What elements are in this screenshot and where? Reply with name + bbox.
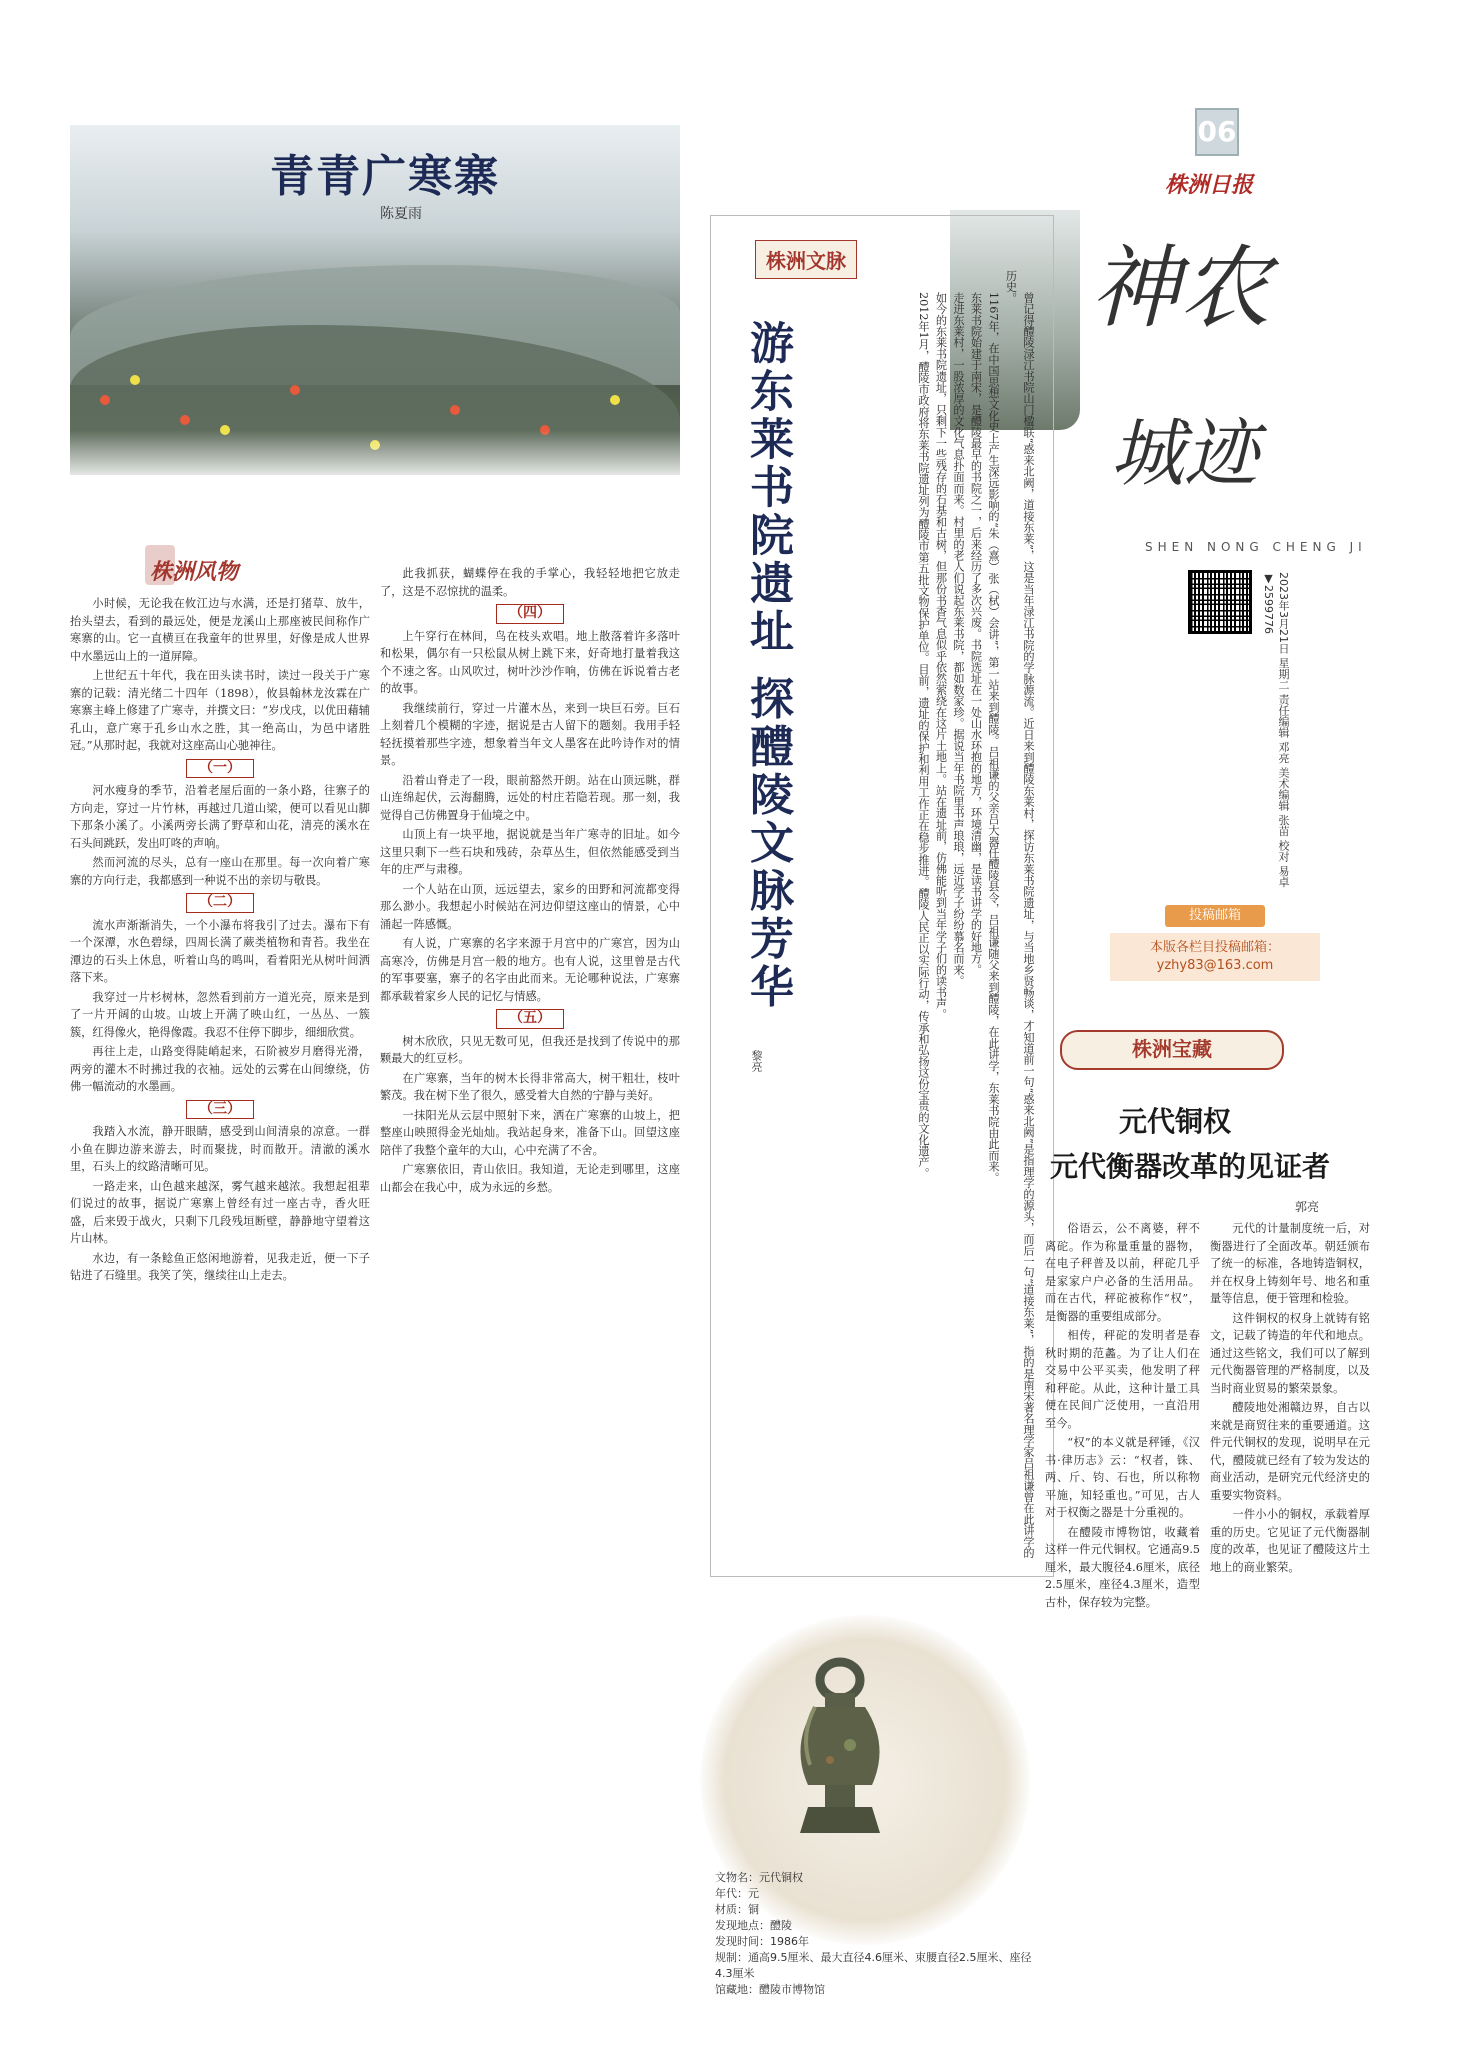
page-number: 06 xyxy=(1195,108,1239,156)
section-pinyin: SHEN NONG CHENG JI xyxy=(1145,540,1367,554)
section-heading: （二） xyxy=(70,893,370,913)
newspaper-logo: 株洲日报 xyxy=(1165,172,1254,198)
paragraph: 2012年1月，醴陵市政府将东莱书院遗址列为醴陵市第五批文物保护单位。目前，遗址的保护和利用工作正在稳步推进。醴陵人民正以实际行动，传承和弘扬这份宝贵的文化遗产。 xyxy=(917,292,930,1180)
article-title: 青青广寒寨 xyxy=(270,151,500,202)
issue-meta: 2023年3月21日 星期二 责任编辑 邓亮 美术编辑 张苗 校对 易卓 ▼2599776 xyxy=(1262,572,1290,888)
bronze-weight-image xyxy=(770,1655,910,1845)
paragraph: 有人说，广寒寨的名字来源于月宫中的广寒宫，因为山高寒冷，仿佛是月宫一般的地方。也有人说，这里曾是古代的军事要塞，寨子的名字由此而来。无论哪种说法，广寒寨都承载着家乡人民的记忆与情感。 xyxy=(380,937,680,1003)
paragraph: 相传，秤砣的发明者是春秋时期的范蠡。为了让人们在交易中公平买卖，他发明了秤和秤砣。从此，这种计量工具便在民间广泛使用，一直沿用至今。 xyxy=(1045,1329,1200,1430)
article-author: 郭亮 xyxy=(1295,1200,1320,1214)
article-body xyxy=(812,270,1037,1560)
paragraph: 上午穿行在林间，鸟在枝头欢唱。地上散落着许多落叶和松果，偶尔有一只松鼠从树上跳下来，好奇地打量着我这个不速之客。山风吹过，树叶沙沙作响，仿佛在诉说着古老的故事。 xyxy=(380,629,680,695)
section-title-calligraphy-1: 神农 xyxy=(1090,236,1270,341)
section-heading: （一） xyxy=(70,759,370,779)
paragraph: 一路走来，山色越来越深，雾气越来越浓。我想起祖辈们说过的故事，据说广寒寨上曾经有过一座古寺，香火旺盛，后来毁于战火，只剩下几段残垣断壁，静静地守望着这片山林。 xyxy=(70,1179,370,1245)
article-author: 陈夏雨 xyxy=(380,206,422,222)
qr-code-icon xyxy=(1188,570,1252,634)
column-tag: 株洲宝藏 xyxy=(1060,1030,1284,1070)
flower-decoration xyxy=(610,395,620,405)
paragraph: 广寒寨依旧，青山依旧。我知道，无论走到哪里，这座山都会在我心中，成为永远的乡愁。 xyxy=(380,1163,680,1194)
paragraph: 这件铜权的权身上就铸有铭文，记载了铸造的年代和地点。通过这些铭文，我们可以了解到元代衡器管理的严格制度，以及当时商业贸易的繁荣景象。 xyxy=(1210,1311,1370,1395)
submission-header: 投稿邮箱 xyxy=(1165,905,1265,927)
caption-museum: 馆藏地：醴陵市博物馆 xyxy=(715,1983,825,1996)
column-tag: 株洲文脉 xyxy=(755,240,857,279)
photo-fade xyxy=(70,430,680,490)
paragraph: 曾记得醴陵渌江书院山门楹联“惑来北阙，道接东莱”，这是当年渌江书院的学脉源流。近日来到醴陵东莱村，探访东莱书院遗址，与当地乡贤畅谈，才知道前一句“惑来北阙”是指理学的源头，而后一句“道接东莱”，指的是南宋著名理学家吕祖谦曾在此讲学的历史。 xyxy=(1004,270,1035,1559)
paragraph: 流水声渐渐消失，一个小瀑布将我引了过去。瀑布下有一个深潭，水色碧绿，四周长满了蕨类植物和青苔。我坐在潭边的石头上休息，听着山鸟的鸣叫，看着阳光从树叶间洒落下来。 xyxy=(70,918,370,984)
article-author: 黎亮 xyxy=(750,1050,763,1072)
paragraph: “权”的本义就是秤锤，《汉书·律历志》云：“权者，铢、两、斤、钧、石也，所以称物平施，知轻重也。”可见，古人对于权衡之器是十分重视的。 xyxy=(1045,1436,1200,1519)
caption-material: 材质：铜 xyxy=(715,1903,759,1916)
paragraph: 如今的东莱书院遗址，只剩下一些残存的石基和古树，但那份书香气息似乎依然萦绕在这片土地上。站在遗址前，仿佛能听到当年学子们的读书声。 xyxy=(934,292,948,1021)
section-heading: （五） xyxy=(380,1009,680,1029)
paragraph: 河水瘦身的季节，沿着老屋后面的一条小路，往寨子的方向走，穿过一片竹林，再越过几道山梁，便可以看见山脚下那条小溪了。小溪两旁长满了野草和山花，清亮的溪水在石头间跳跃，发出叮咚的声响。 xyxy=(70,784,370,850)
article-column-2 xyxy=(1210,1220,1370,2030)
paragraph: 在广寒寨，当年的树木长得非常高大，树干粗壮，枝叶繁茂。我在树下坐了很久，感受着大自然的宁静与美好。 xyxy=(380,1071,680,1102)
submission-email[interactable]: yzhy83@163.com xyxy=(1156,958,1274,973)
paragraph: 小时候，无论我在攸江边与水满，还是打猪草、放牛，抬头望去，看到的最远处，便是龙溪山上那座被民间称作广寒寨的山。它一直横亘在我童年的世界里，好像是成人世界中水墨远山上的一道屏障。 xyxy=(70,597,370,663)
caption-name: 文物名：元代铜权 xyxy=(715,1871,803,1884)
section-heading: （四） xyxy=(380,604,680,624)
caption-era: 年代：元 xyxy=(715,1887,759,1900)
column-tag-map-icon xyxy=(145,545,175,585)
paragraph: 水边，有一条鲶鱼正悠闲地游着，见我走近，便一下子钻进了石缝里。我笑了笑，继续往山上走去。 xyxy=(70,1251,370,1282)
submission-box xyxy=(1110,905,1320,980)
paragraph: 一抹阳光从云层中照射下来，洒在广寒寨的山坡上，把整座山映照得金光灿灿。我站起身来，准备下山。回望这座陪伴了我整个童年的大山，心中充满了不舍。 xyxy=(380,1108,680,1157)
article-column-1 xyxy=(1045,1220,1200,2030)
paragraph: 在醴陵市博物馆，收藏着这样一件元代铜权。它通高9.5厘米，最大腹径4.6厘米，底径2.5厘米，座径4.3厘米，造型古朴，保存较为完整。 xyxy=(1045,1525,1200,1609)
paragraph: 我继续前行，穿过一片灌木丛，来到一块巨石旁。巨石上刻着几个模糊的字迹，据说是古人留下的题刻。我用手轻轻抚摸着那些字迹，想象着当年文人墨客在此吟诗作对的情景。 xyxy=(380,701,680,767)
paragraph: 我穿过一片杉树林，忽然看到前方一道光亮，原来是到了一片开阔的山坡。山坡上开满了映山红，一丛丛、一簇簇，红得像火，艳得像霞。我忍不住停下脚步，细细欣赏。 xyxy=(70,990,370,1039)
flower-decoration xyxy=(100,395,110,405)
caption-size: 规制：通高9.5厘米、最大直径4.6厘米、束腰直径2.5厘米、座径4.3厘米 xyxy=(715,1951,1032,1980)
flower-decoration xyxy=(130,375,140,385)
flower-decoration xyxy=(450,405,460,415)
paragraph: 我踏入水流，静开眼睛，感受到山间清泉的凉意。一群小鱼在脚边游来游去，时而聚拢，时而散开。清澈的溪水里，石头上的纹路清晰可见。 xyxy=(70,1125,370,1173)
caption-location: 发现地点：醴陵 xyxy=(715,1919,792,1932)
article-column-1 xyxy=(70,595,370,2035)
paragraph: 走进东莱村，一股浓厚的文化气息扑面而来。村里的老人们说起东莱书院，都如数家珍。据说当年书院里书声琅琅，远近学子纷纷慕名而来。 xyxy=(952,292,965,987)
section-heading: （三） xyxy=(70,1100,370,1120)
article-title-line-2: 元代衡器改革的见证者 xyxy=(1049,1150,1330,1183)
flower-decoration xyxy=(290,385,300,395)
paragraph: 树木欣欣，只见无数可见，但我还是找到了传说中的那颗最大的红豆杉。 xyxy=(380,1034,680,1065)
paragraph: 然而河流的尽头，总有一座山在那里。每一次向着广寒寨的方向行走，我都感到一种说不出的亲切与敬畏。 xyxy=(70,856,370,887)
paragraph: 再往上走，山路变得陡峭起来，石阶被岁月磨得光滑，两旁的灌木不时拂过我的衣袖。远处的云雾在山间缭绕，仿佛一幅流动的水墨画。 xyxy=(70,1045,370,1093)
paragraph: 一个人站在山顶，远远望去，家乡的田野和河流都变得那么渺小。我想起小时候站在河边仰望这座山的情景，心中涌起一阵感慨。 xyxy=(380,882,680,931)
paragraph: 山顶上有一块平地，据说就是当年广寒寺的旧址。如今这里只剩下一些石块和残砖，杂草丛生，但依然能感受到当年的庄严与肃穆。 xyxy=(380,828,680,876)
paragraph: 沿着山脊走了一段，眼前豁然开朗。站在山顶远眺，群山连绵起伏，云海翻腾，远处的村庄若隐若现。那一刻，我觉得自己仿佛置身于仙境之中。 xyxy=(380,773,680,822)
paragraph: 醴陵地处湘赣边界，自古以来就是商贸往来的重要通道。这件元代铜权的发现，说明早在元代，醴陵就已经有了较为发达的商业活动，是研究元代经济史的重要实物资料。 xyxy=(1210,1401,1370,1502)
paragraph: 东莱书院始建于南宋，是醴陵最早的书院之一，后来经历了多次兴废。书院选址在一处山水环抱的地方，环境清幽，是读书讲学的好地方。 xyxy=(969,292,983,976)
paragraph: 上世纪五十年代，我在田头读书时，读过一段关于广寒寨的记载：清光绪二十四年（1898），攸县翰林龙汝霖在广寒寨主峰上修建了广寒寺，并撰文曰：“岁戊戌，以优田藉辅孔山，意广寒于孔乡山水之胜，其一绝高山，为邑中诸胜冠。”从那时起，我就对这座高山心驰神往。 xyxy=(70,669,370,752)
submission-line: 本版各栏目投稿邮箱： xyxy=(1149,940,1280,955)
article-title: 游东莱书院遗址 探醴陵文脉芳华 xyxy=(742,320,793,1012)
paragraph: 此我抓获，蝴蝶停在我的手掌心，我轻轻地把它放走了，这是不忍惊扰的温柔。 xyxy=(380,567,680,598)
artifact-caption xyxy=(715,1870,1045,1998)
flower-decoration xyxy=(180,415,190,425)
column-tag: 株洲风物 xyxy=(150,560,239,585)
paragraph: 俗语云，公不离婆，秤不离砣。作为称量重量的器物，在电子秤普及以前，秤砣几乎是家家户户必备的生活用品。而在古代，秤砣被称作“权”，是衡器的重要组成部分。 xyxy=(1045,1222,1200,1323)
article-column-2 xyxy=(380,565,680,2035)
submission-body xyxy=(1110,933,1320,981)
paragraph: 元代的计量制度统一后，对衡器进行了全面改革。朝廷颁布了统一的标准，各地铸造铜权，并在权身上铸刻年号、地名和重量等信息，便于管理和检验。 xyxy=(1210,1222,1370,1305)
article-title-line-1: 元代铜权 xyxy=(1118,1105,1231,1138)
paragraph: 1167年，在中国思想文化史上产生深远影响的“朱（熹）张（栻）会讲”，第一站来到醴陵。吕祖谦的父亲吕大器任醴陵县令，吕祖谦随父来到醴陵，在此讲学，东莱书院由此而来。 xyxy=(987,292,1000,1184)
paragraph: 一件小小的铜权，承载着厚重的历史。它见证了元代衡器制度的改革，也见证了醴陵这片土地上的商业繁荣。 xyxy=(1210,1508,1370,1574)
section-title-calligraphy-2: 城迹 xyxy=(1110,411,1258,497)
caption-time: 发现时间：1986年 xyxy=(715,1935,809,1948)
